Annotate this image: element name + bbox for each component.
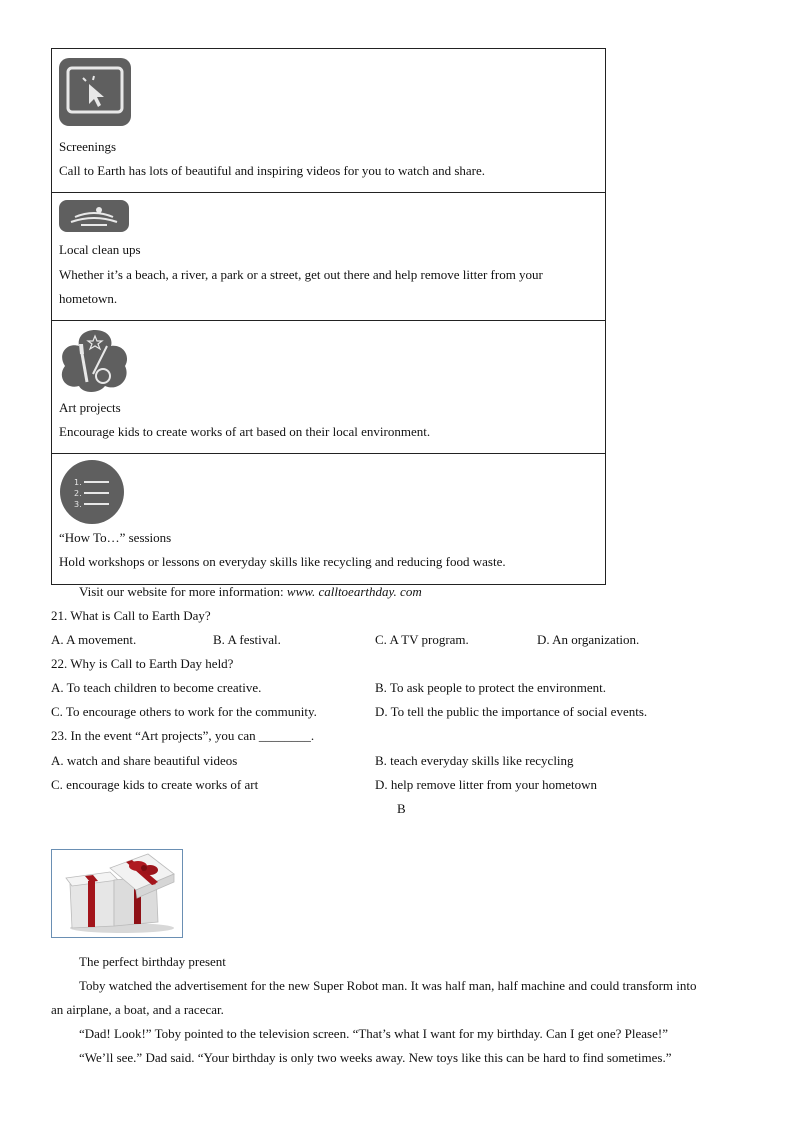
website-url: www. calltoearthday. com xyxy=(286,584,422,599)
cleanup-icon xyxy=(59,200,129,236)
activity-row-art-projects xyxy=(52,320,605,453)
answer-option: B. teach everyday skills like recycling xyxy=(375,753,574,768)
answer-option: D. An organization. xyxy=(537,632,640,647)
gift-box-image xyxy=(51,849,183,938)
story-paragraph: “We’ll see.” Dad said. “Your birthday is only two weeks away. New toys like this can be hard to find sometimes.” xyxy=(79,1050,672,1065)
story-paragraph-line: Toby watched the advertisement for the new Super Robot man. It was half man, half machine and could transform into xyxy=(79,978,697,993)
question-stem: 22. Why is Call to Earth Day held? xyxy=(51,656,234,671)
activity-row-how-to xyxy=(52,453,605,584)
svg-text:2.: 2. xyxy=(74,489,82,498)
answer-option: D. To tell the public the importance of social events. xyxy=(375,704,648,719)
question-stem: 21. What is Call to Earth Day? xyxy=(51,608,211,623)
answer-option: C. To encourage others to work for the community. xyxy=(51,704,317,719)
activity-description: Encourage kids to create works of art based on their local environment. xyxy=(59,424,431,439)
story-paragraph: “Dad! Look!” Toby pointed to the television screen. “That’s what I want for my birthday. Can I get one? Please!” xyxy=(79,1026,668,1041)
activity-row-screenings xyxy=(52,49,605,192)
answer-option: A. A movement. xyxy=(51,632,137,647)
website-line xyxy=(79,584,422,600)
answer-option: B. A festival. xyxy=(213,632,281,647)
activity-title: Local clean ups xyxy=(59,242,141,257)
activity-description: Call to Earth has lots of beautiful and inspiring videos for you to watch and share. xyxy=(59,163,486,178)
activity-description-line: hometown. xyxy=(59,291,118,306)
activities-table xyxy=(51,48,606,585)
activity-description: Hold workshops or lessons on everyday skills like recycling and reducing food waste. xyxy=(59,554,506,569)
gift-box-icon xyxy=(52,850,182,937)
activity-row-clean-ups xyxy=(52,192,605,320)
website-prefix: Visit our website for more information: xyxy=(79,584,287,599)
activity-title: Art projects xyxy=(59,400,121,415)
numbered-list-icon xyxy=(59,459,125,529)
story-title: The perfect birthday present xyxy=(79,954,226,969)
svg-text:1.: 1. xyxy=(74,478,82,487)
art-tools-icon xyxy=(59,328,131,398)
screen-pointer-icon xyxy=(59,58,131,130)
answer-option: A. To teach children to become creative. xyxy=(51,680,262,695)
answer-option: D. help remove litter from your hometown xyxy=(375,777,598,792)
story-paragraph-line: an airplane, a boat, and a racecar. xyxy=(51,1002,224,1017)
activity-description-line: Whether it’s a beach, a river, a park or a street, get out there and help remove litter from your xyxy=(59,267,543,282)
answer-option: A. watch and share beautiful videos xyxy=(51,753,238,768)
activity-title: Screenings xyxy=(59,139,117,154)
activity-title: “How To…” sessions xyxy=(59,530,172,545)
answer-option: B. To ask people to protect the environment. xyxy=(375,680,606,695)
section-label: B xyxy=(397,801,406,816)
answer-option: C. encourage kids to create works of art xyxy=(51,777,259,792)
svg-text:3.: 3. xyxy=(74,500,82,509)
question-stem: 23. In the event “Art projects”, you can ________. xyxy=(51,728,315,743)
answer-option: C. A TV program. xyxy=(375,632,469,647)
